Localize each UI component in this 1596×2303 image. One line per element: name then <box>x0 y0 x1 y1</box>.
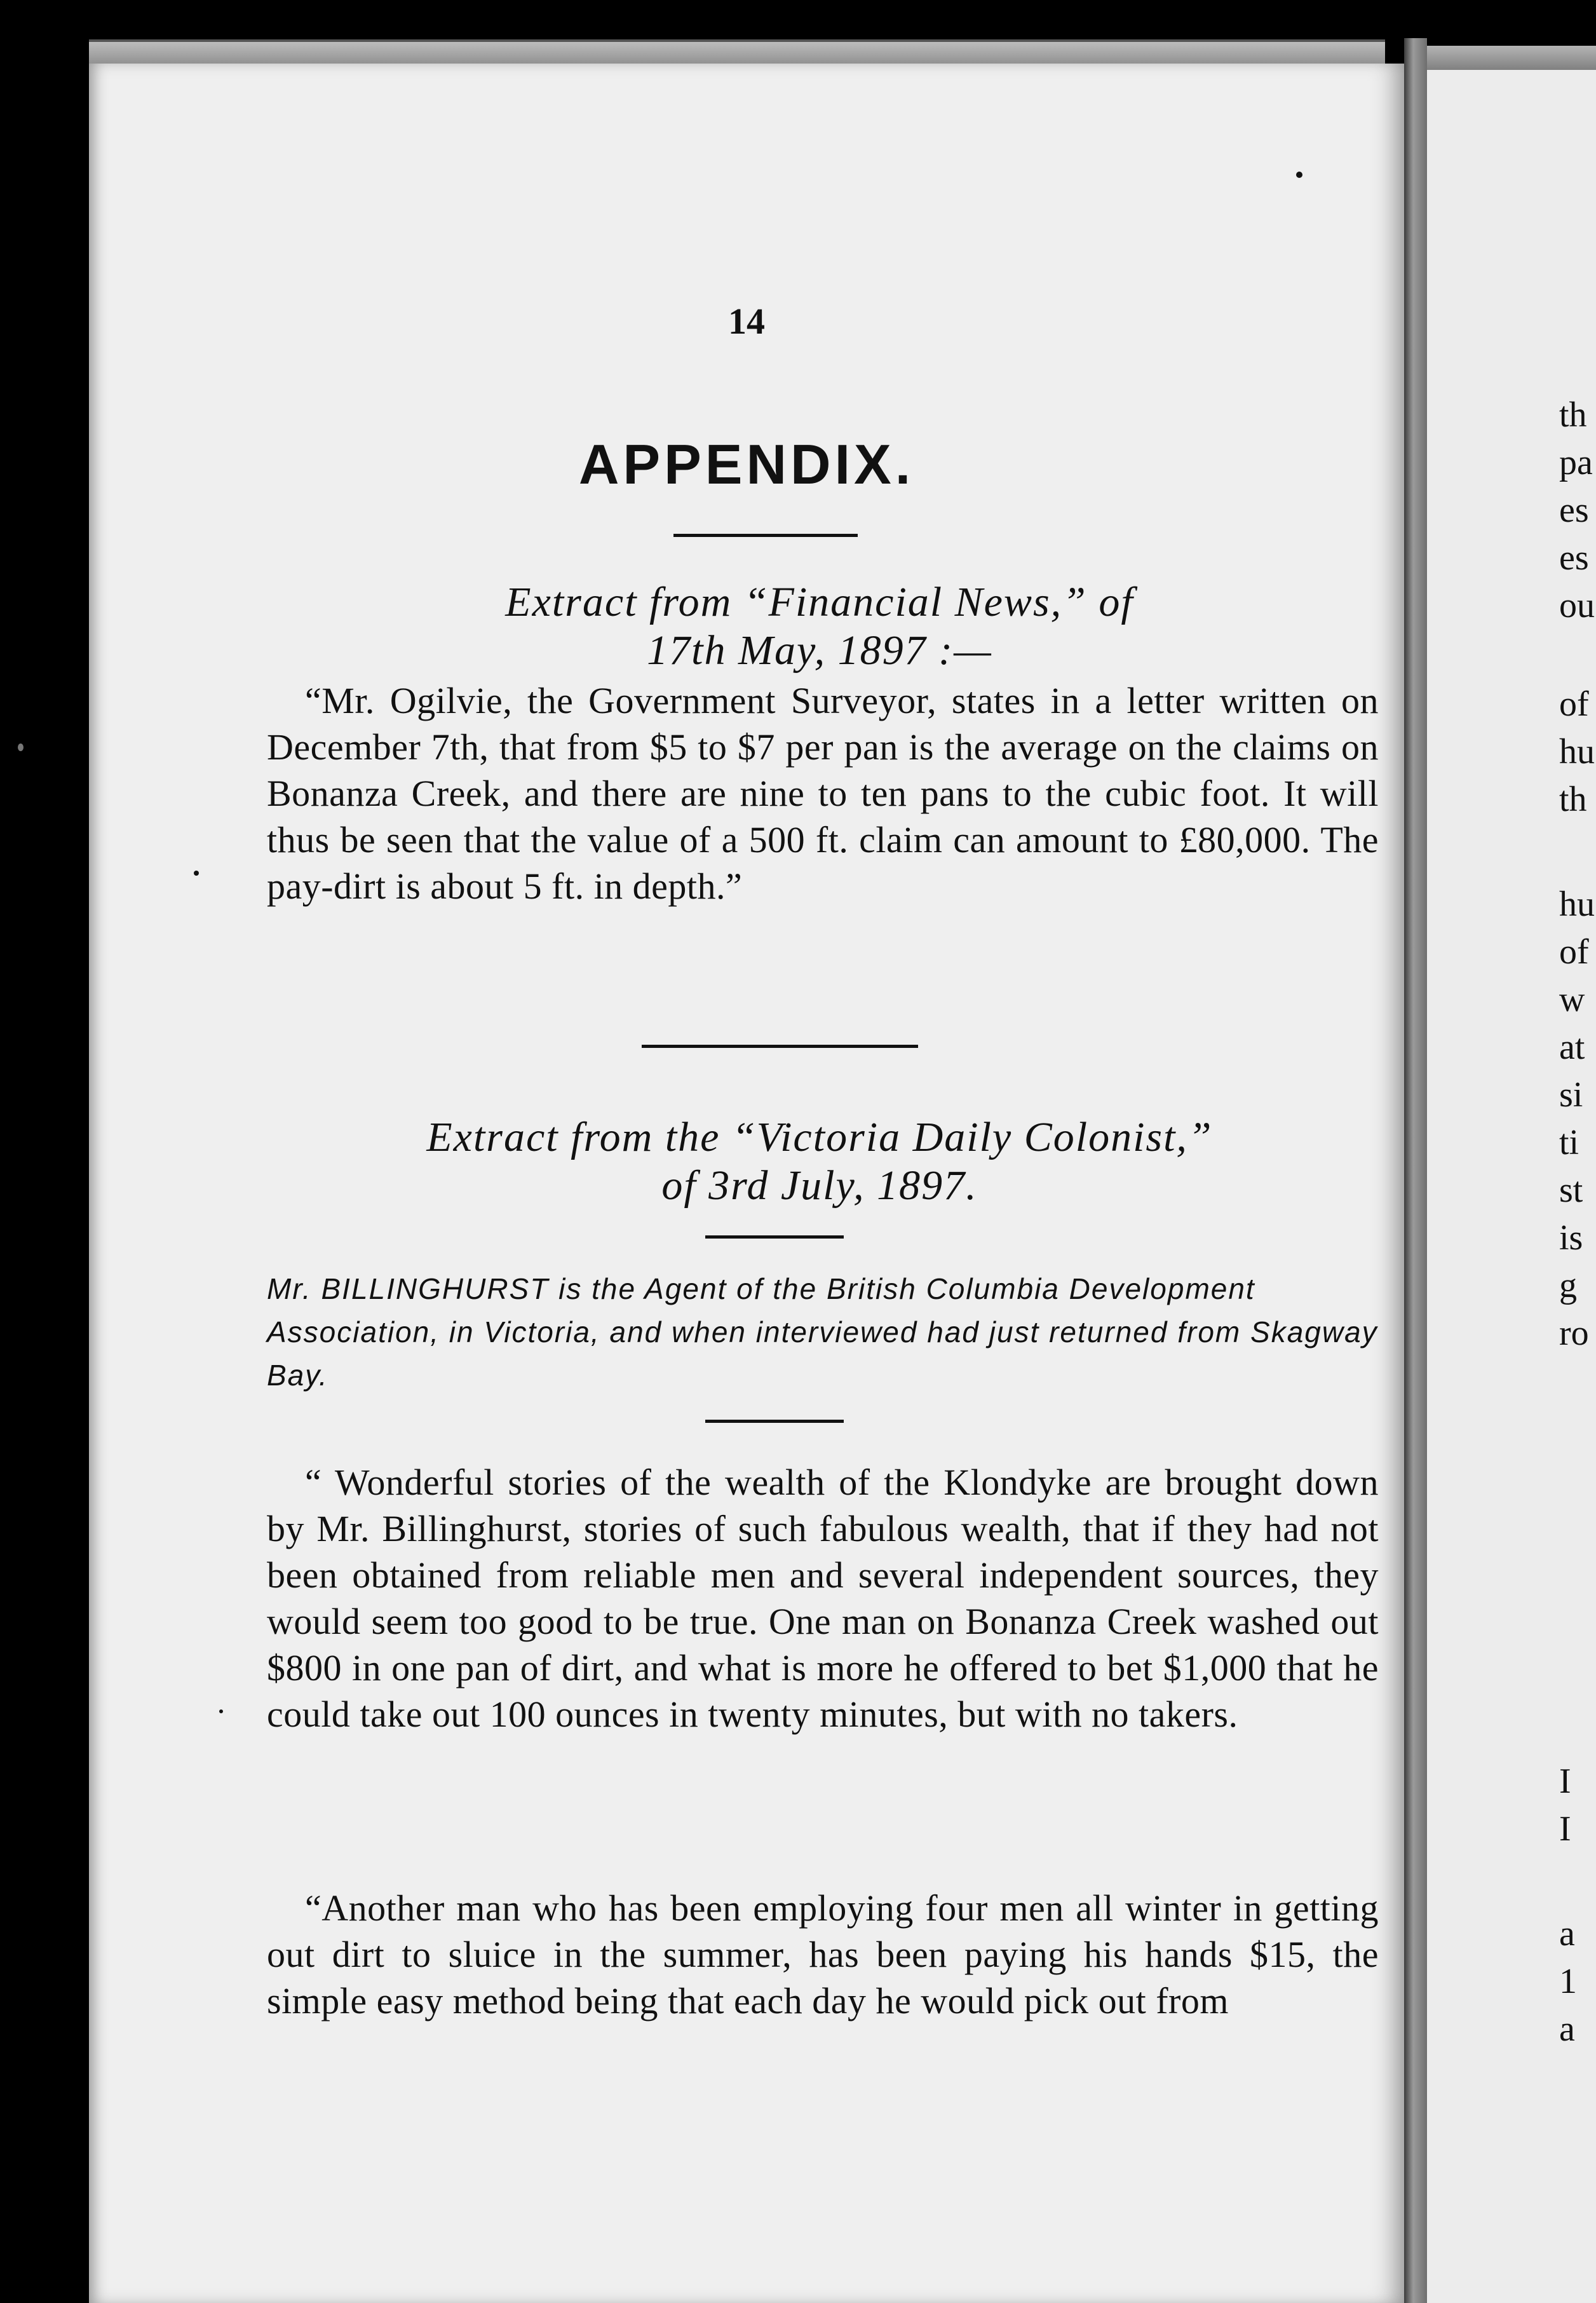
section2-note: Mr. BILLINGHURST is the Agent of the British Columbia Development Association, in Victoria, and when interviewed had just returned from Skagway Bay. <box>267 1272 1378 1392</box>
section-divider-rule <box>642 1045 918 1048</box>
next-page-fragment: of <box>1559 684 1589 724</box>
section2-paragraph2: “Another man who has been employing four men all winter in getting out dirt to sluice in the summer, has been paying his hands $15, the simple easy method being that each day he would pick out from <box>267 1887 1379 2021</box>
next-page-fragment: hu <box>1559 885 1595 924</box>
next-page-fragment: th <box>1559 395 1587 435</box>
section2-heading <box>260 1113 1379 1210</box>
next-page-fragment: a <box>1559 2009 1575 2049</box>
next-page-fragment: pa <box>1559 443 1593 482</box>
next-page-fragment: ti <box>1559 1123 1579 1162</box>
section1-body: “Mr. Ogilvie, the Government Surveyor, states in a letter written on December 7th, that from $5 to $7 per pan is the average on the claims on Bonanza Creek, and there are nine to ten pans to the cubic foot. It will thus be seen that the value of a 500 ft. claim can amount to £80,000. The pay-dirt is about 5 ft. in depth.” <box>267 680 1379 907</box>
next-page-fragment: a <box>1559 1914 1575 1953</box>
scan-speck <box>18 744 24 751</box>
appendix-title: APPENDIX. <box>578 433 915 496</box>
next-page-fragment: w <box>1559 980 1585 1019</box>
section1-heading <box>260 578 1379 675</box>
next-page-fragment: I <box>1559 1762 1571 1801</box>
section2-heading-line2: of 3rd July, 1897. <box>661 1162 978 1209</box>
next-page-fragment: ou <box>1559 586 1595 625</box>
scan-speck <box>1296 172 1302 178</box>
next-page-fragment: th <box>1559 780 1587 819</box>
page-number: 14 <box>728 301 765 342</box>
next-page-fragment: of <box>1559 932 1589 972</box>
next-page-fragment: 1 <box>1559 1962 1577 2001</box>
scan-speck <box>219 1709 223 1713</box>
next-page-fragment: st <box>1559 1171 1583 1210</box>
section1-heading-line1: Extract from “Financial News,” of <box>505 579 1134 625</box>
section2-heading-line1: Extract from the “Victoria Daily Colonist,” <box>426 1114 1213 1160</box>
next-page-fragment: is <box>1559 1218 1583 1258</box>
next-page-fragment: at <box>1559 1028 1585 1067</box>
book-gutter <box>1404 38 1427 2303</box>
page-content <box>89 64 1404 2303</box>
next-page-top-edge <box>1427 46 1596 71</box>
next-page-fragment: I <box>1559 1809 1571 1849</box>
next-page-fragment: si <box>1559 1075 1583 1115</box>
scan-speck <box>194 871 199 876</box>
section1-heading-line2: 17th May, 1897 :— <box>647 627 992 674</box>
section2-note-rule <box>705 1420 844 1423</box>
next-page-fragment: g <box>1559 1266 1577 1305</box>
next-page-fragment: ro <box>1559 1314 1589 1353</box>
section2-paragraph1: “ Wonderful stories of the wealth of the Klondyke are brought down by Mr. Billinghurst, stories of such fabulous wealth, that if they had not been obtained from reliable men and several independent sources, they would seem too good to be true. One man on Bonanza Creek washed out $800 in one pan of dirt, and what is more he offered to bet $1,000 that he could take out 100 ounces in twenty minutes, but with no takers. <box>267 1462 1379 1735</box>
section2-heading-rule <box>705 1235 844 1239</box>
next-page-edge <box>1427 70 1596 2303</box>
book-page <box>89 64 1404 2303</box>
title-rule <box>673 534 858 537</box>
next-page-fragment: es <box>1559 491 1589 530</box>
next-page-fragment: hu <box>1559 732 1595 771</box>
next-page-fragment: es <box>1559 538 1589 578</box>
